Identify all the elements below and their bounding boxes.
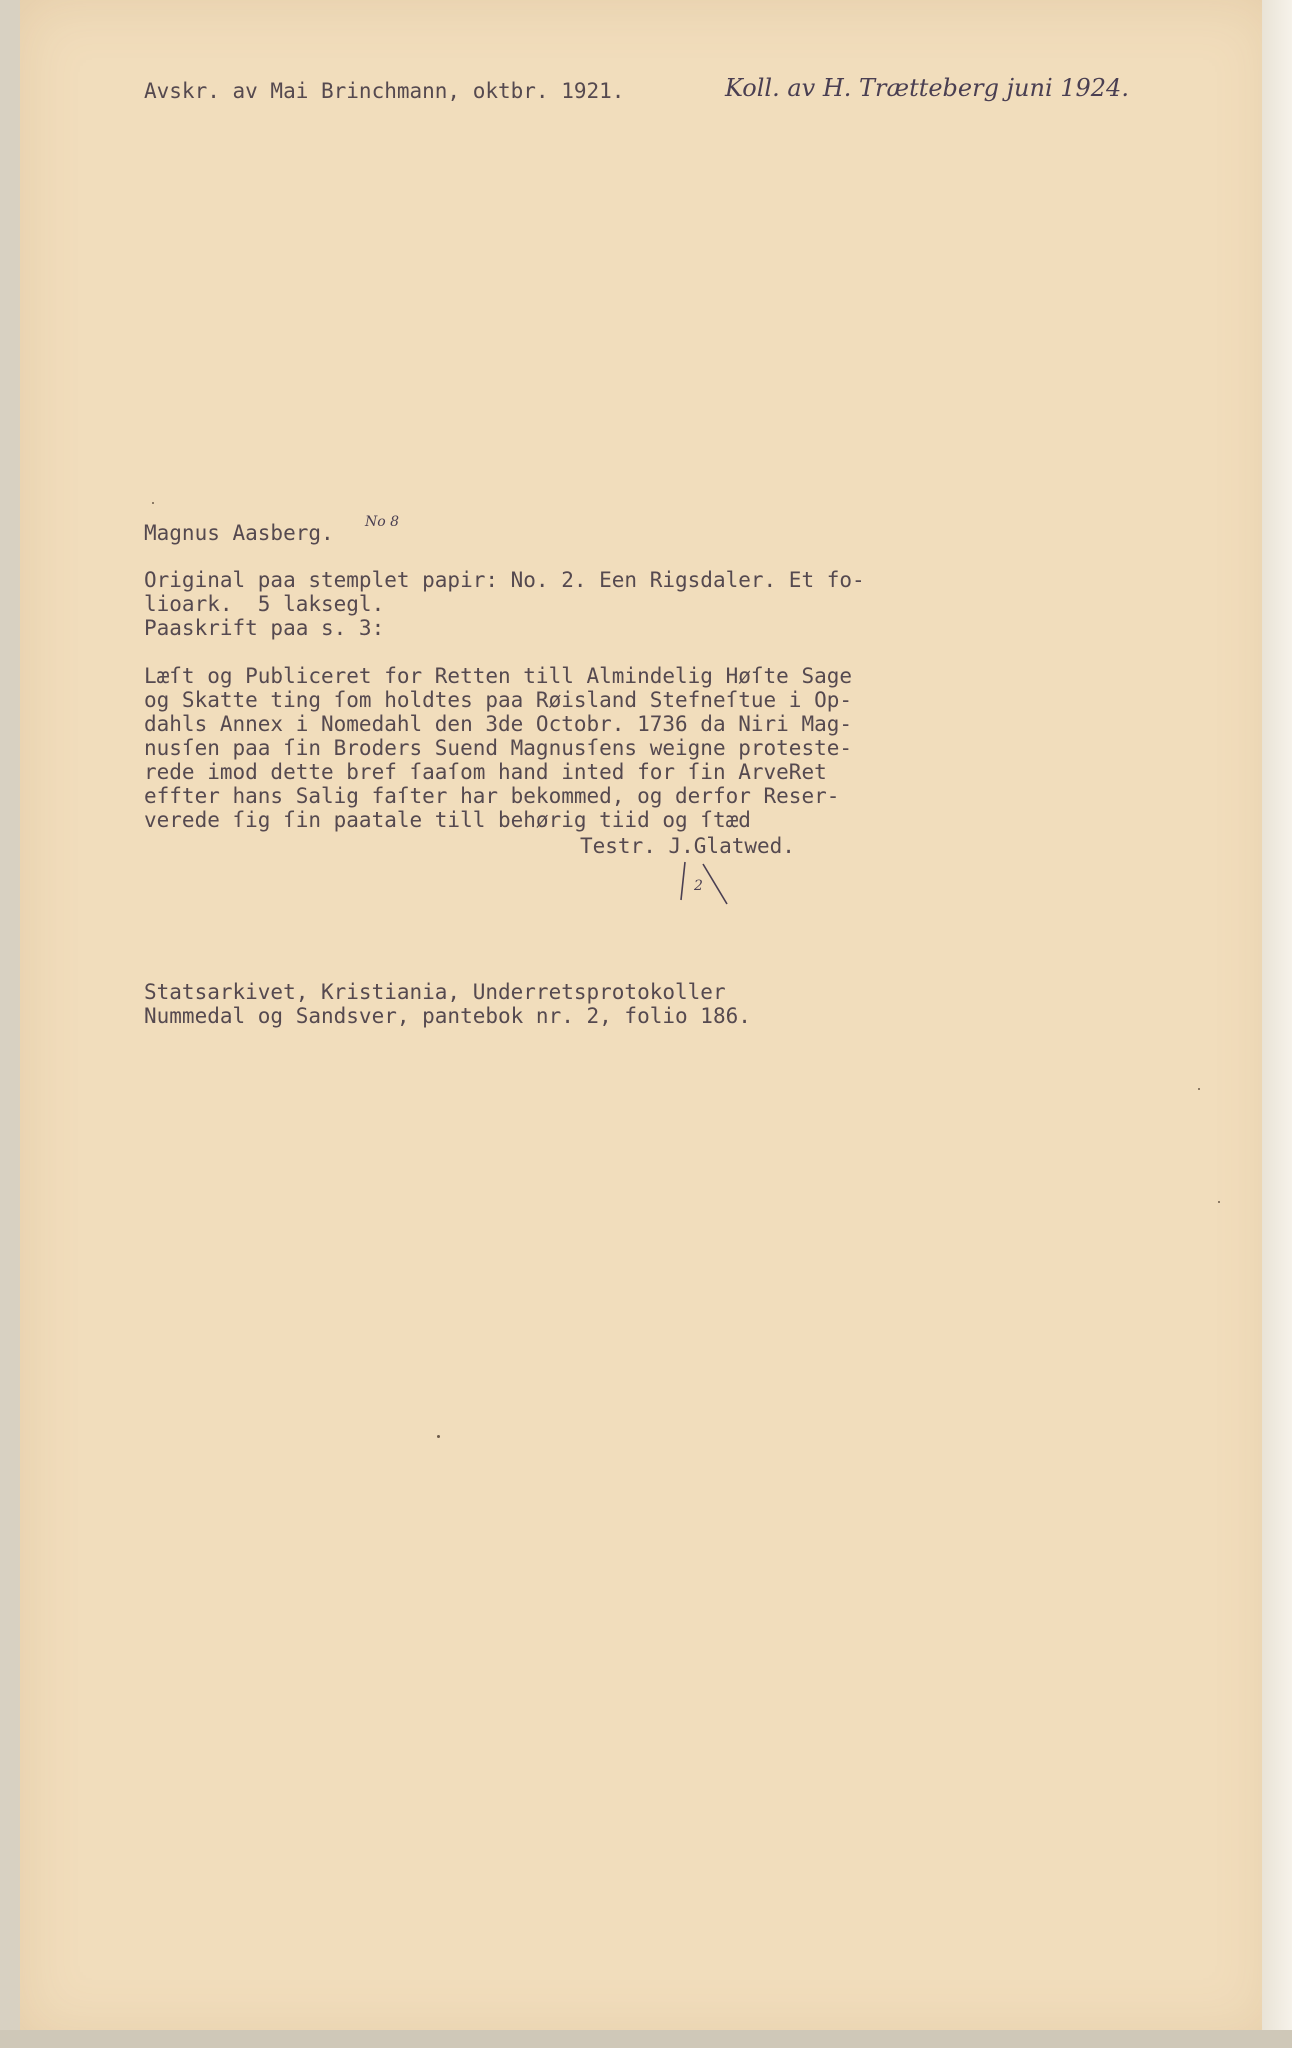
paper-speck [152,502,154,504]
transcript-line: rede imod dette bref ſaaſom hand inted for ſin ArveRet [144,760,827,784]
transcript-line: og Skatte ting ſom holdtes paa Røisland Stefneſtue i Op- [144,688,853,712]
transcript-line: verede ſig ſin paatale till behørig tiid og ſtæd [144,808,751,832]
paper-speck [1198,1088,1200,1090]
description-line: Original paa stemplet papir: No. 2. Een Rigsdaler. Et fo- [144,568,865,592]
transcript-line: Læſt og Publiceret for Retten till Almindelig Høſte Sage [144,664,853,688]
source-line: Nummedal og Sandsver, pantebok nr. 2, folio 186. [144,1004,751,1028]
transcription-credit: Avskr. av Mai Brinchmann, oktbr. 1921. [144,79,625,103]
scan-margin-bottom [0,2030,1292,2048]
page-mark-strokes [675,860,735,910]
transcript-line: effter hans Salig faſter har bekommed, og derfor Reser- [144,784,840,808]
source-line: Statsarkivet, Kristiania, Underretsprotokoller [144,980,726,1004]
scan-margin-right [1262,0,1292,2048]
paper-speck [1218,1201,1220,1203]
entry-title: Magnus Aasberg. [144,521,334,545]
description-line: lioark. 5 laksegl. [144,592,385,616]
collation-note-handwritten: Koll. av H. Trætteberg juni 1924. [725,74,1129,102]
paper-speck [437,1435,440,1438]
entry-number-note: No 8 [365,514,400,530]
description-line: Paaskrift paa s. 3: [144,616,385,640]
signature-line: Testr. J.Glatwed. [580,834,795,858]
page-mark: 2 [694,878,703,894]
transcript-line: dahls Annex i Nomedahl den 3de Octobr. 1736 da Niri Mag- [144,712,853,736]
transcript-line: nusſen paa ſin Broders Suend Magnusſens weigne proteste- [144,736,853,760]
